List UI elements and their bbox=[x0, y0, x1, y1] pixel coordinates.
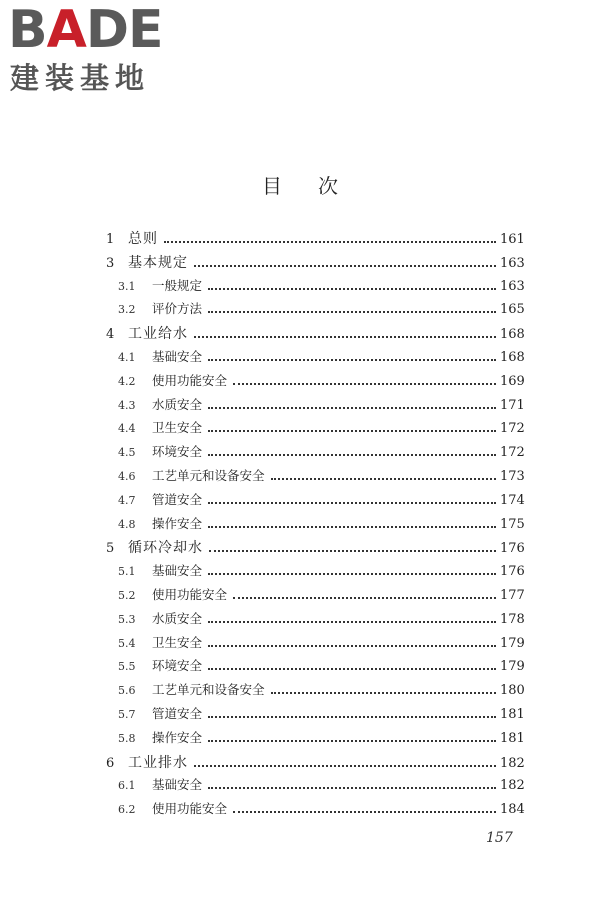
toc-section-entry[interactable] bbox=[106, 680, 524, 704]
toc-entry-page: 168 bbox=[500, 327, 525, 343]
toc-chapter-entry[interactable] bbox=[106, 323, 524, 347]
brand-logo bbox=[8, 0, 174, 98]
toc-entry-title: 工艺单元和设备安全 bbox=[152, 682, 265, 698]
toc-entry-page: 163 bbox=[500, 278, 525, 294]
toc-dot-leader bbox=[233, 811, 496, 813]
toc-chapter-entry[interactable] bbox=[106, 228, 524, 252]
toc-entry-title: 基础安全 bbox=[152, 348, 203, 364]
logo-subtitle: 建装基地 bbox=[10, 61, 151, 95]
toc-dot-leader bbox=[271, 692, 496, 694]
toc-dot-leader bbox=[233, 383, 496, 385]
toc-chapter-entry[interactable] bbox=[106, 252, 524, 276]
toc-dot-leader bbox=[194, 265, 496, 267]
toc-section-entry[interactable] bbox=[106, 490, 524, 514]
toc-entry-page: 163 bbox=[500, 255, 525, 271]
toc-entry-number: 1 bbox=[106, 232, 115, 247]
toc-dot-leader bbox=[208, 668, 496, 670]
toc-entry-number: 4.6 bbox=[118, 469, 136, 483]
toc-entry-title: 操作安全 bbox=[152, 729, 203, 745]
toc-section-entry[interactable] bbox=[106, 585, 524, 609]
toc-entry-page: 172 bbox=[500, 421, 525, 437]
toc-entry-page: 171 bbox=[500, 397, 525, 413]
toc-section-entry[interactable] bbox=[106, 442, 524, 466]
toc-entry-number: 6.2 bbox=[118, 803, 136, 817]
toc-entry-number: 5.1 bbox=[118, 565, 136, 579]
toc-entry-number: 5 bbox=[106, 541, 115, 557]
toc-chapter-entry[interactable] bbox=[106, 537, 524, 561]
toc-entry-number: 4.7 bbox=[118, 493, 136, 507]
toc-dot-leader bbox=[208, 526, 496, 528]
toc-section-entry[interactable] bbox=[106, 299, 524, 323]
toc-section-entry[interactable] bbox=[106, 609, 524, 633]
toc-dot-leader bbox=[208, 716, 496, 718]
toc-entry-number: 4.3 bbox=[118, 398, 136, 412]
toc-entry-page: 181 bbox=[500, 706, 525, 722]
toc-section-entry[interactable] bbox=[106, 418, 524, 442]
logo-accent-letter: A bbox=[46, 0, 86, 60]
toc-entry-number: 5.8 bbox=[118, 731, 136, 745]
toc-dot-leader bbox=[208, 573, 496, 575]
toc-chapter-entry[interactable] bbox=[106, 752, 524, 776]
toc-section-entry[interactable] bbox=[106, 656, 524, 680]
toc-dot-leader bbox=[164, 241, 496, 243]
toc-dot-leader bbox=[208, 288, 496, 290]
toc-entry-title: 水质安全 bbox=[152, 610, 203, 626]
toc-entry-title: 环境安全 bbox=[152, 444, 203, 460]
toc-entry-number: 4 bbox=[106, 327, 115, 343]
toc-entry-page: 182 bbox=[500, 778, 525, 794]
toc-dot-leader bbox=[233, 597, 496, 599]
toc-entry-number: 4.1 bbox=[118, 350, 136, 364]
toc-entry-title: 水质安全 bbox=[152, 396, 203, 412]
toc-entry-page: 182 bbox=[500, 755, 525, 771]
toc-entry-title: 卫生安全 bbox=[152, 420, 203, 436]
toc-section-entry[interactable] bbox=[106, 728, 524, 752]
toc-entry-number: 5.2 bbox=[118, 588, 136, 602]
toc-entry-page: 161 bbox=[500, 232, 525, 247]
toc-entry-page: 184 bbox=[500, 802, 525, 818]
toc-entry-title: 一般规定 bbox=[152, 277, 203, 293]
toc-entry-title: 卫生安全 bbox=[152, 634, 203, 650]
page-number: 157 bbox=[486, 830, 513, 846]
logo-letter: B bbox=[8, 0, 47, 60]
toc-dot-leader bbox=[194, 336, 496, 338]
toc-entry-title: 使用功能安全 bbox=[152, 586, 228, 602]
toc-section-entry[interactable] bbox=[106, 371, 524, 395]
toc-entry-title: 管道安全 bbox=[152, 491, 203, 507]
toc-entry-title: 操作安全 bbox=[152, 515, 203, 531]
toc-entry-number: 4.2 bbox=[118, 374, 136, 388]
logo-letters: DE bbox=[85, 0, 163, 60]
toc-entry-title: 环境安全 bbox=[152, 658, 203, 674]
table-of-contents bbox=[106, 228, 524, 823]
toc-section-entry[interactable] bbox=[106, 633, 524, 657]
page-title: 目次 bbox=[262, 174, 374, 198]
toc-entry-page: 169 bbox=[500, 373, 525, 389]
toc-entry-title: 基础安全 bbox=[152, 563, 203, 579]
toc-section-entry[interactable] bbox=[106, 347, 524, 371]
toc-entry-title: 管道安全 bbox=[152, 705, 203, 721]
toc-entry-title: 评价方法 bbox=[152, 301, 203, 317]
toc-entry-number: 6.1 bbox=[118, 779, 136, 793]
toc-dot-leader bbox=[271, 478, 496, 480]
toc-dot-leader bbox=[208, 407, 496, 409]
toc-entry-page: 176 bbox=[500, 564, 525, 580]
toc-entry-number: 4.8 bbox=[118, 517, 136, 531]
toc-entry-number: 4.5 bbox=[118, 446, 136, 460]
toc-entry-page: 179 bbox=[500, 635, 525, 651]
toc-dot-leader bbox=[208, 621, 496, 623]
toc-section-entry[interactable] bbox=[106, 561, 524, 585]
toc-section-entry[interactable] bbox=[106, 276, 524, 300]
toc-dot-leader bbox=[208, 454, 496, 456]
toc-entry-number: 3.1 bbox=[118, 279, 136, 293]
toc-entry-title: 工艺单元和设备安全 bbox=[152, 467, 265, 483]
toc-dot-leader bbox=[208, 645, 496, 647]
toc-entry-page: 177 bbox=[500, 587, 525, 603]
toc-entry-number: 3.2 bbox=[118, 303, 136, 317]
toc-entry-number: 5.5 bbox=[118, 660, 136, 674]
toc-section-entry[interactable] bbox=[106, 395, 524, 419]
toc-entry-page: 172 bbox=[500, 445, 525, 461]
toc-dot-leader bbox=[208, 430, 496, 432]
toc-dot-leader bbox=[208, 502, 496, 504]
toc-entry-number: 5.7 bbox=[118, 707, 136, 721]
toc-dot-leader bbox=[208, 787, 496, 789]
toc-section-entry[interactable] bbox=[106, 799, 524, 823]
toc-entry-page: 165 bbox=[500, 302, 525, 318]
toc-entry-number: 4.4 bbox=[118, 422, 136, 436]
toc-entry-page: 174 bbox=[500, 492, 525, 508]
toc-entry-number: 5.4 bbox=[118, 636, 136, 650]
toc-dot-leader bbox=[208, 740, 496, 742]
toc-entry-title: 使用功能安全 bbox=[152, 372, 228, 388]
toc-entry-title: 基本规定 bbox=[128, 254, 188, 271]
toc-entry-page: 175 bbox=[500, 516, 525, 532]
toc-entry-page: 180 bbox=[500, 683, 525, 699]
toc-dot-leader bbox=[194, 765, 496, 767]
toc-entry-page: 173 bbox=[500, 468, 525, 484]
toc-section-entry[interactable] bbox=[106, 466, 524, 490]
toc-entry-number: 5.3 bbox=[118, 612, 136, 626]
toc-entry-number: 3 bbox=[106, 255, 115, 271]
toc-dot-leader bbox=[209, 550, 496, 552]
toc-entry-page: 176 bbox=[500, 541, 525, 557]
logo-wordmark bbox=[8, 0, 163, 60]
toc-entry-title: 基础安全 bbox=[152, 777, 203, 793]
toc-entry-page: 181 bbox=[500, 730, 525, 746]
toc-entry-title: 循环冷却水 bbox=[128, 540, 203, 557]
toc-section-entry[interactable] bbox=[106, 775, 524, 799]
toc-dot-leader bbox=[208, 311, 496, 313]
toc-section-entry[interactable] bbox=[106, 514, 524, 538]
toc-entry-page: 179 bbox=[500, 659, 525, 675]
toc-entry-number: 5.6 bbox=[118, 684, 136, 698]
toc-entry-title: 工业给水 bbox=[128, 326, 188, 343]
toc-dot-leader bbox=[208, 359, 496, 361]
toc-entry-page: 168 bbox=[500, 349, 525, 365]
toc-entry-title: 使用功能安全 bbox=[152, 801, 228, 817]
toc-entry-title: 工业排水 bbox=[128, 754, 188, 771]
toc-entry-title: 总则 bbox=[128, 231, 158, 247]
toc-section-entry[interactable] bbox=[106, 704, 524, 728]
toc-entry-page: 178 bbox=[500, 611, 525, 627]
toc-entry-number: 6 bbox=[106, 755, 115, 771]
